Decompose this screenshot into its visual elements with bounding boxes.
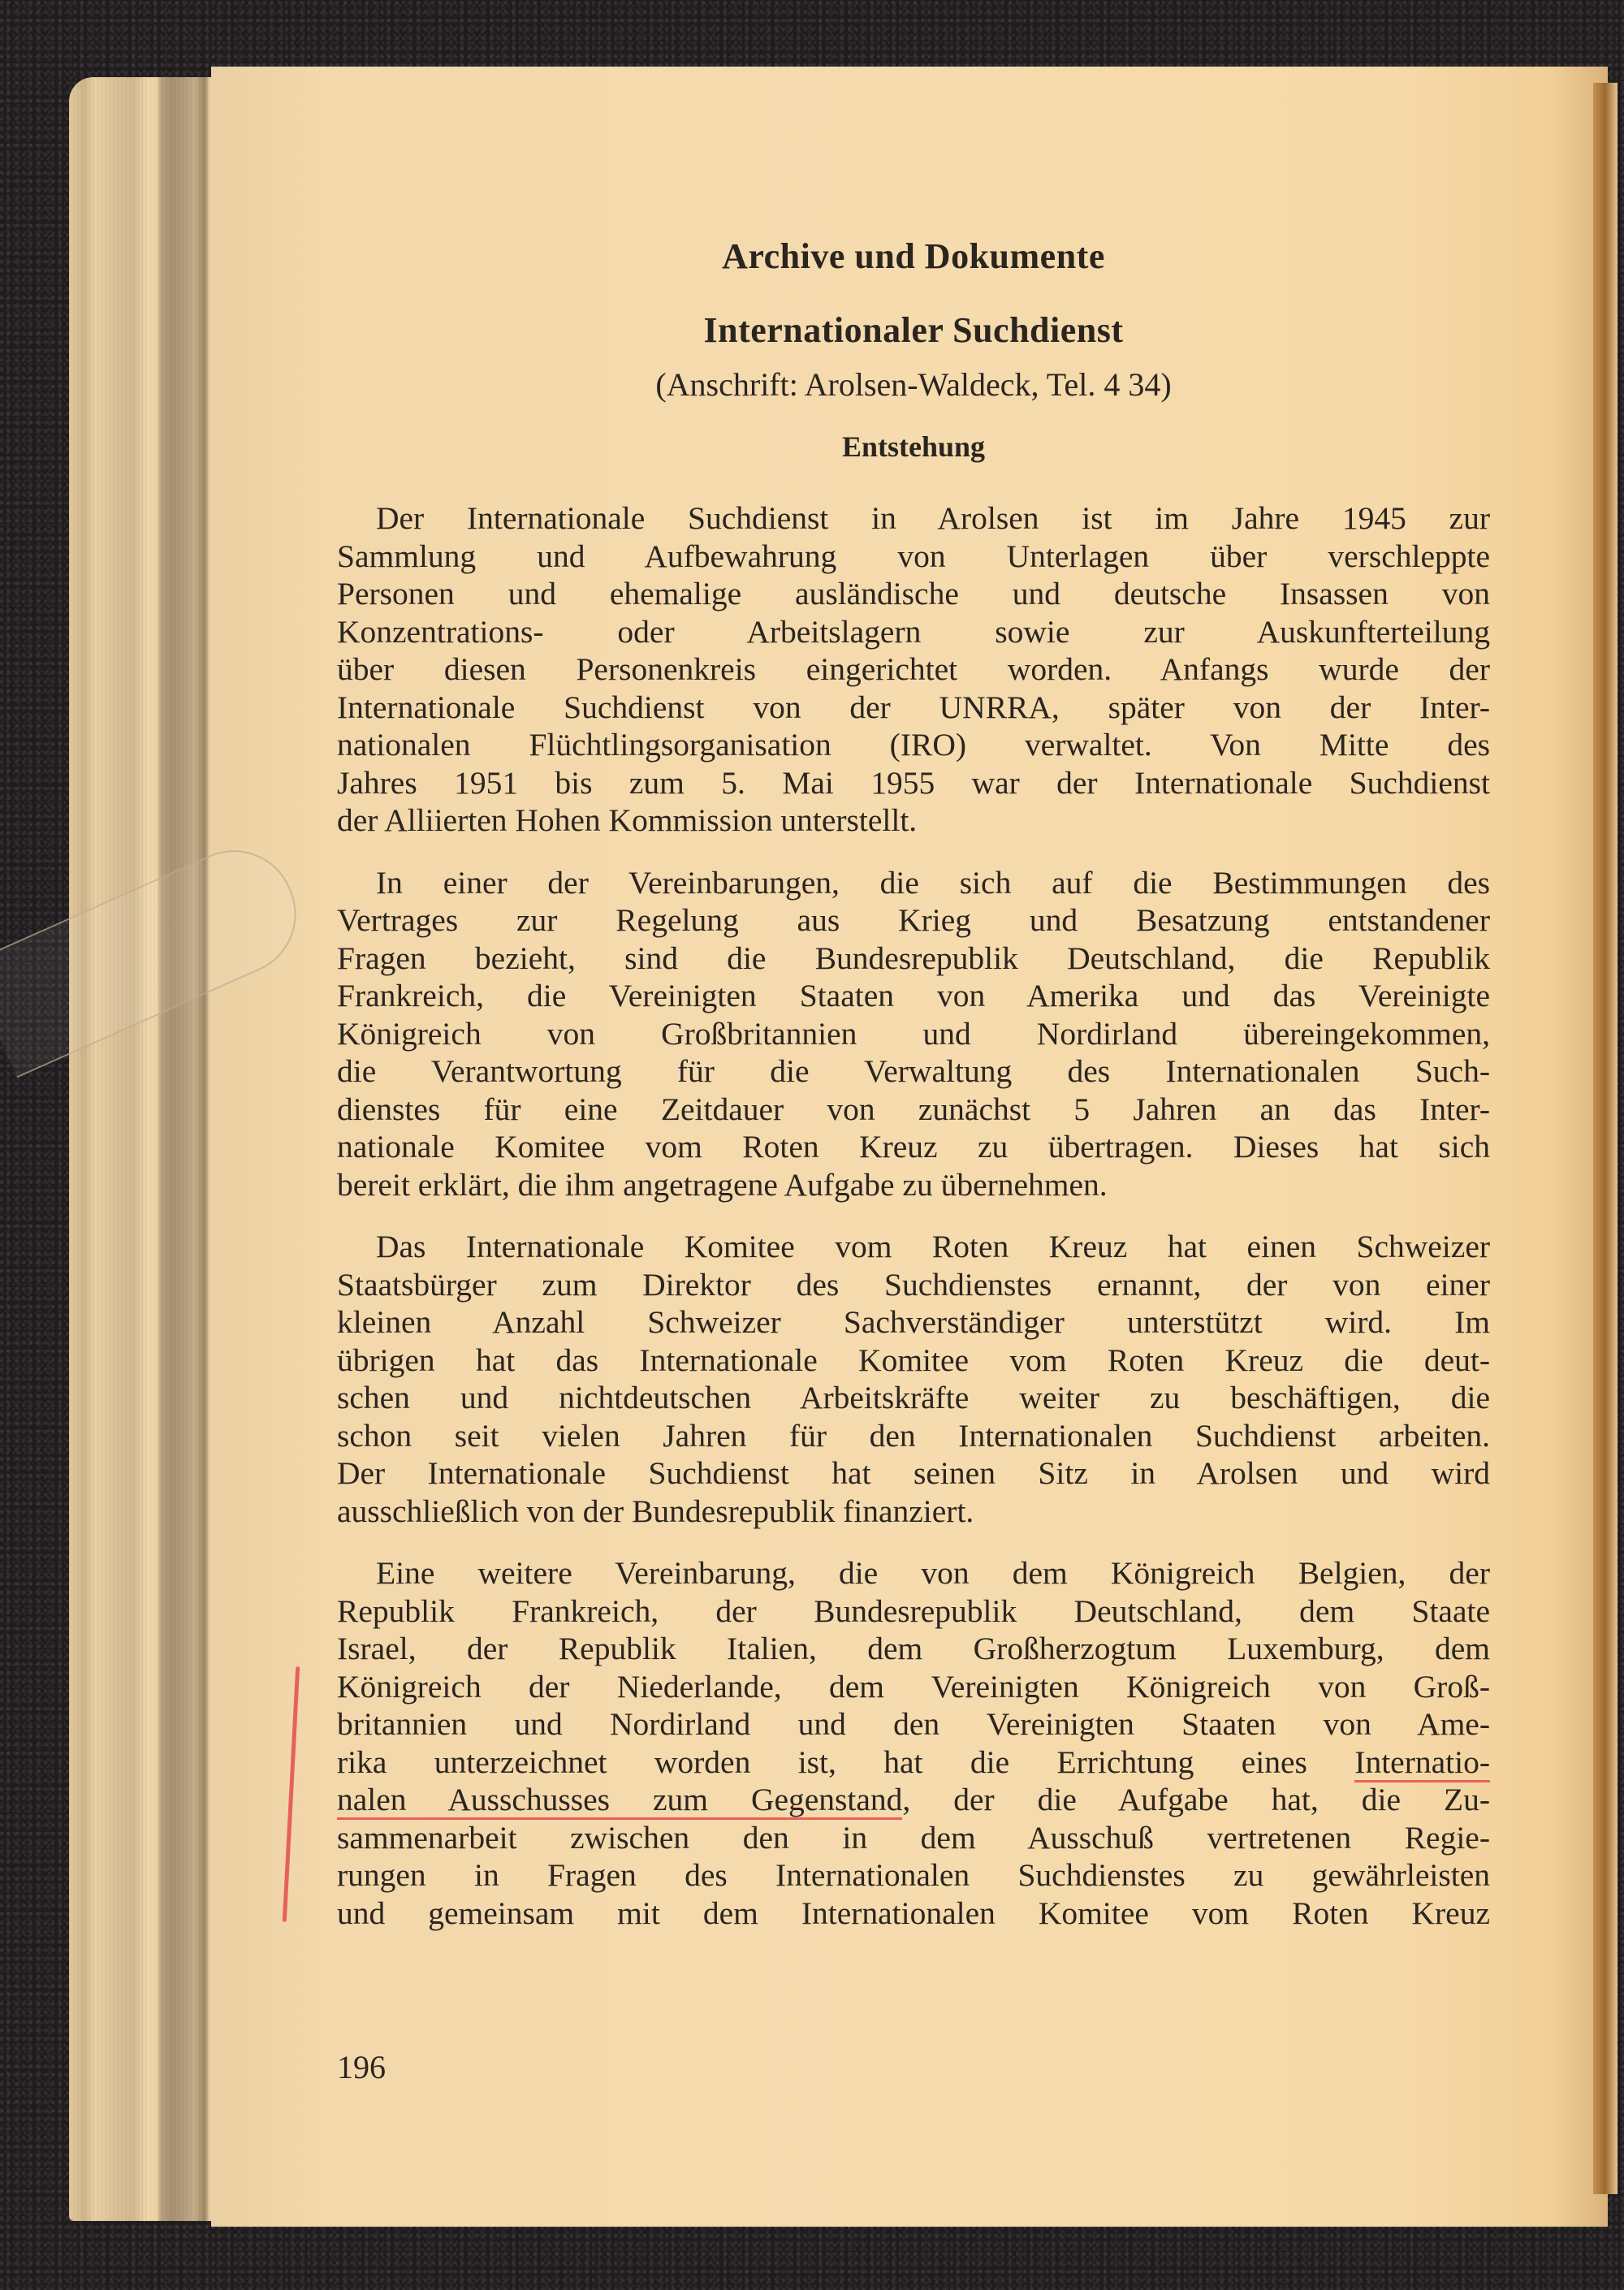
text-line: britannien und Nordirland und den Vereinigten Staaten von Ame- [337,1706,1490,1742]
text-line: Staatsbürger zum Direktor des Suchdienstes ernannt, der von einer [337,1266,1490,1303]
page-number: 196 [337,2049,386,2085]
text-line: schen und nichtdeutschen Arbeitskräfte weiter zu beschäftigen, die [337,1380,1490,1415]
text-line: In einer der Vereinbarungen, die sich auf die Bestimmungen des [376,864,1490,901]
text-line: schon seit vielen Jahren für den Internationalen Suchdienst arbeiten. [337,1417,1490,1454]
text-line: und gemeinsam mit dem Internationalen Komitee vom Roten Kreuz [337,1895,1490,1931]
section-heading: Entstehung [841,430,986,463]
text-line: Königreich der Niederlande, dem Vereinigten Königreich von Groß- [337,1668,1490,1705]
text-line: sammenarbeit zwischen den in dem Ausschuß vertretenen Regie- [337,1819,1490,1856]
text-fragment: rika unterzeichnet worden ist, hat die Errichtung eines [337,1743,1355,1780]
underlined-text: Internatio- [1354,1744,1490,1782]
gutter-shadow [1593,83,1618,2194]
text-line [337,1781,1490,1819]
text-line: nationale Komitee vom Roten Kreuz zu übertragen. Dieses hat sich [337,1129,1490,1164]
text-line [337,1743,1490,1782]
text-line: Personen und ehemalige ausländische und deutsche Insassen von [337,576,1490,611]
text-line: Vertrages zur Regelung aus Krieg und Besatzung entstandener [337,902,1490,938]
text-line: nationalen Flüchtlingsorganisation (IRO) verwaltet. Von Mitte des [337,727,1490,763]
underlined-text: nalen Ausschusses zum Gegenstand [337,1782,902,1820]
text-line: kleinen Anzahl Schweizer Sachverständiger unterstützt wird. Im [337,1304,1490,1340]
paragraph-3 [337,1228,1490,1530]
text-line: Königreich von Großbritannien und Nordirland übereingekommen, [337,1015,1490,1052]
text-line: Frankreich, die Vereinigten Staaten von Amerika und das Vereinigte [337,978,1490,1013]
paragraph-1 [337,499,1490,840]
text-line: Konzentrations- oder Arbeitslagern sowie zur Auskunfterteilung [337,613,1490,650]
text-line: ausschließlich von der Bundesrepublik finanziert. [337,1493,974,1529]
text-line: Der Internationale Suchdienst hat seinen Sitz in Arolsen und wird [337,1455,1490,1491]
text-line: Eine weitere Vereinbarung, die von dem Königreich Belgien, der [376,1555,1490,1591]
text-fragment: , der die Aufgabe hat, die Zu- [902,1782,1490,1817]
page-content [337,235,1490,1932]
text-line: übrigen hat das Internationale Komitee vom Roten Kreuz die deut- [337,1342,1490,1378]
text-line: der Alliierten Hohen Kommission unterstellt. [337,802,918,838]
text-line: die Verantwortung für die Verwaltung des Internationalen Such- [337,1053,1490,1089]
text-line: Das Internationale Komitee vom Roten Kreuz hat einen Schweizer [376,1229,1490,1264]
book-page-edges [69,77,215,2221]
text-line: Der Internationale Suchdienst in Arolsen ist im Jahre 1945 zur [376,500,1490,536]
text-line: Sammlung und Aufbewahrung von Unterlagen über verschleppte [337,538,1490,574]
text-line: Israel, der Republik Italien, dem Großherzogtum Luxemburg, dem [337,1631,1490,1666]
text-line: Republik Frankreich, der Bundesrepublik Deutschland, dem Staate [337,1592,1490,1629]
paragraph-4 [337,1554,1490,1932]
address-line: (Anschrift: Arolsen-Waldeck, Tel. 4 34) [655,366,1172,403]
text-line: Internationale Suchdienst von der UNRRA, später von der Inter- [337,689,1490,725]
text-line: über diesen Personenkreis eingerichtet worden. Anfangs wurde der [337,651,1490,687]
text-line: Jahres 1951 bis zum 5. Mai 1955 war der Internationale Suchdienst [337,764,1490,801]
page-header: Archive und Dokumente [722,236,1105,276]
paragraph-2 [337,864,1490,1204]
text-line: rungen in Fragen des Internationalen Suchdienstes zu gewährleisten [337,1857,1490,1893]
text-line: bereit erklärt, die ihm angetragene Aufgabe zu übernehmen. [337,1166,1108,1203]
page-title: Internationaler Suchdienst [703,310,1124,350]
text-line: Fragen bezieht, sind die Bundesrepublik Deutschland, die Republik [337,940,1490,976]
text-line: dienstes für eine Zeitdauer von zunächst 5 Jahren an das Inter- [337,1091,1490,1127]
